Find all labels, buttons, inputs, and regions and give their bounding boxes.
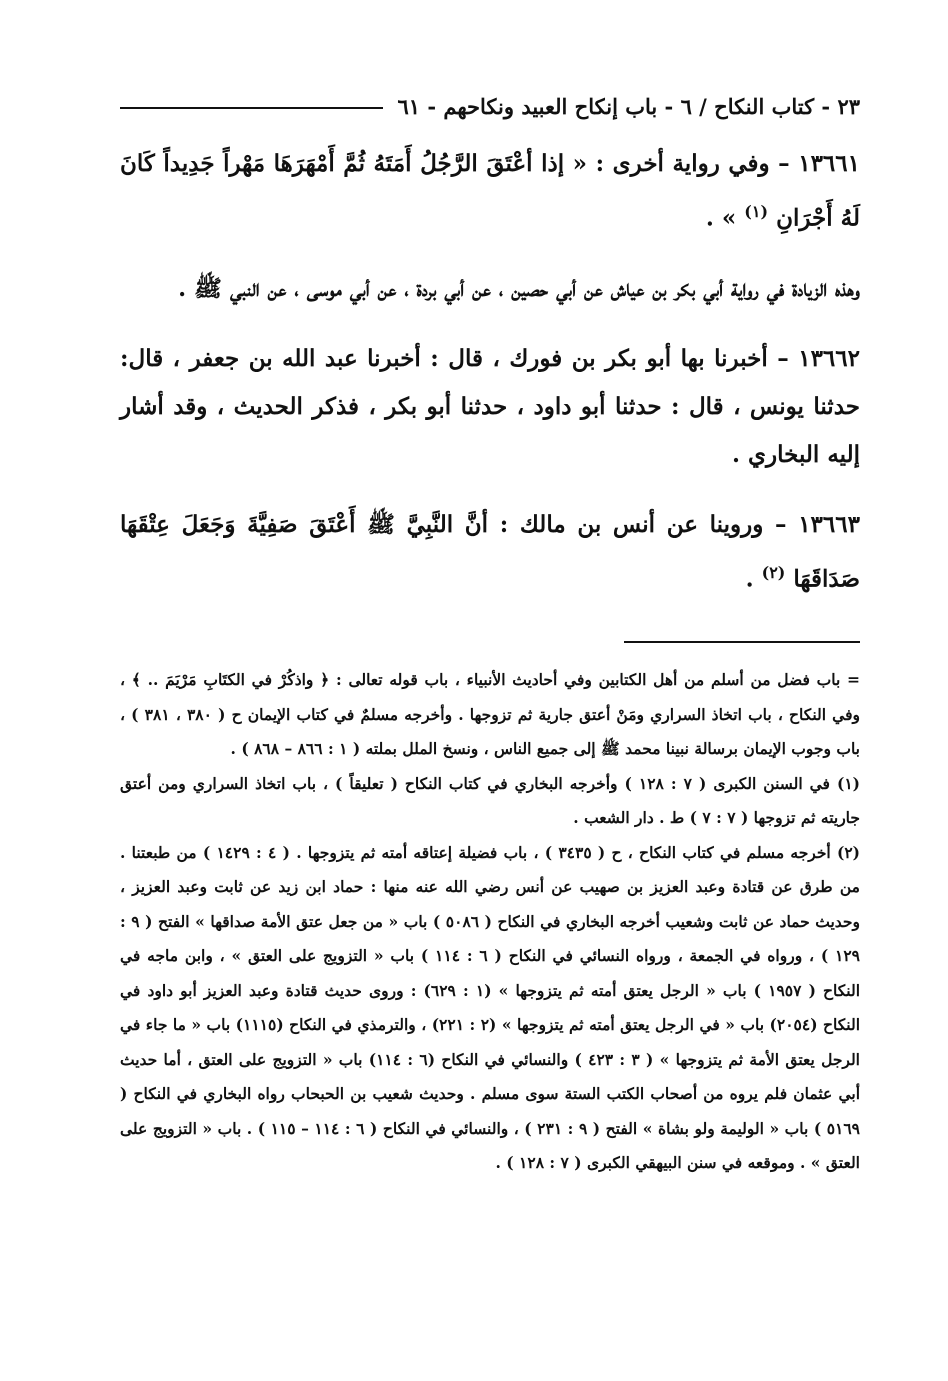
quote-end: . — [745, 565, 754, 593]
header-title: ٢٣ - كتاب النكاح / ٦ - باب إنكاح العبيد ونكاحهم - ٦١ — [397, 93, 860, 119]
commentary-paragraph — [120, 265, 860, 313]
book-page — [120, 86, 860, 1181]
hadith-13661 — [120, 140, 860, 243]
hadith-text: – أخبرنا بها أبو بكر بن فورك ، قال : أخبرنا عبد الله بن جعفر ، قال: حدثنا يونس ، قال : حدثنا أبو داود ، حدثنا أبو بكر ، فذكر الحديث ، وقد أشار إليه البخاري . — [120, 344, 860, 468]
hadith-number: ١٣٦٦٣ — [798, 510, 860, 538]
commentary-text: وهذه الزيادة في رواية أبي بكر بن عياش عن أبي حصين ، عن أبي بردة ، عن أبي موسى ، عن النبي ﷺ . — [178, 274, 860, 302]
footnote-1: (١) في السنن الكبرى ( ٧ : ١٢٨ ) وأخرجه البخاري في كتاب النكاح ( تعليقاً ) ، باب اتخاذ السراري ومن أعتق جاريته ثم تزوجها ( ٧ : ٧ ) ط . دار الشعب . — [120, 773, 860, 828]
hadith-quote: أنَّ النَّبِيَّ ﷺ أَعْتَقَ صَفِيَّةَ وَجَعَلَ عِتْقَهَا صَدَاقَهَا — [120, 510, 860, 593]
hadith-13663 — [120, 501, 860, 604]
quote-end: » . — [705, 204, 737, 232]
footnote-ref-1: (١) — [744, 202, 769, 221]
footnote-divider — [624, 641, 860, 643]
hadith-number: ١٣٦٦١ — [798, 150, 860, 177]
hadith-quote: « إذا أعْتَقَ الرَّجُلُ أَمَتَهُ ثُمَّ أَمْهَرَهَا مَهْراً جَدِيداً كَانَ لَهُ أَجْرَانِ — [120, 150, 860, 232]
footnote-continuation: = باب فضل من أسلم من أهل الكتابين وفي أحاديث الأنبياء ، باب قوله تعالى : ﴿ واذكُرْ في الكتَابِ مَرْيَمَ .. ﴾ ، وفي النكاح ، باب اتخاذ السراري ومَنْ أعتق جارية ثم تزوجها . وأخرجه مسلمٌ في كتاب الإيمان ح ( ٣٨٠ ، ٣٨١ ) ، باب وجوب الإيمان برسالة نبينا محمد ﷺ إلى جميع الناس ، ونسخ الملل بملته ( ١ : ٨٦٦ – ٨٦٨ ) . — [120, 670, 860, 759]
hadith-intro: – وفي رواية أخرى : — [595, 150, 790, 177]
footnotes — [120, 663, 860, 1181]
footnote-2: (٢) أخرجه مسلم في كتاب النكاح ، ح ( ٣٤٣٥ ) ، باب فضيلة إعتاقه أمته ثم يتزوجها . ( ٤ : ١٤٢٩ ) من طبعتنا . من طرق عن قتادة وعبد العزيز بن صهيب عن أنس رضي الله عنه منها : حماد ابن زيد عن ثابت وعبد العزيز ، وحديث حماد عن ثابت وشعيب أخرجه البخاري في النكاح ( ٥٠٨٦ ) باب « من جعل عتق الأمة صداقها » الفتح ( ٩ : ١٢٩ ) ، ورواه في الجمعة ، ورواه النسائي في النكاح ( ٦ : ١١٤ ) باب « التزويج على العتق » ، وابن ماجه في النكاح ( ١٩٥٧ ) باب « الرجل يعتق أمته ثم يتزوجها » (١ : ٦٢٩) : وروى حديث قتادة وعبد العزيز أبو داود في النكاح (٢٠٥٤) باب « في الرجل يعتق أمته ثم يتزوجها » (٢ : ٢٢١) ، والترمذي في النكاح (١١١٥) باب « ما جاء في الرجل يعتق الأمة ثم يتزوجها » ( ٣ : ٤٢٣ ) والنسائي في النكاح (٦ : ١١٤) باب « التزويج على العتق ، أما حديث أبي عثمان فلم يروه من أصحاب الكتب الستة سوى مسلم . وحديث شعيب بن الحبحاب رواه البخاري في النكاح ( ٥١٦٩ ) باب « الوليمة ولو بشاة » الفتح ( ٩ : ٢٣١ ) ، والنسائي في النكاح ( ٦ : ١١٤ – ١١٥ ) . باب « التزويج على العتق » . وموقعه في سنن البيهقي الكبرى ( ٧ : ١٢٨ ) . — [120, 842, 861, 1173]
hadith-number: ١٣٦٦٢ — [798, 344, 860, 372]
header-rule — [120, 107, 383, 109]
footnote-ref-2: (٢) — [761, 562, 786, 582]
hadith-13662 — [120, 335, 860, 479]
running-header — [120, 86, 860, 126]
main-text — [120, 140, 860, 603]
hadith-intro: – وروينا عن أنس بن مالك : — [499, 510, 787, 538]
